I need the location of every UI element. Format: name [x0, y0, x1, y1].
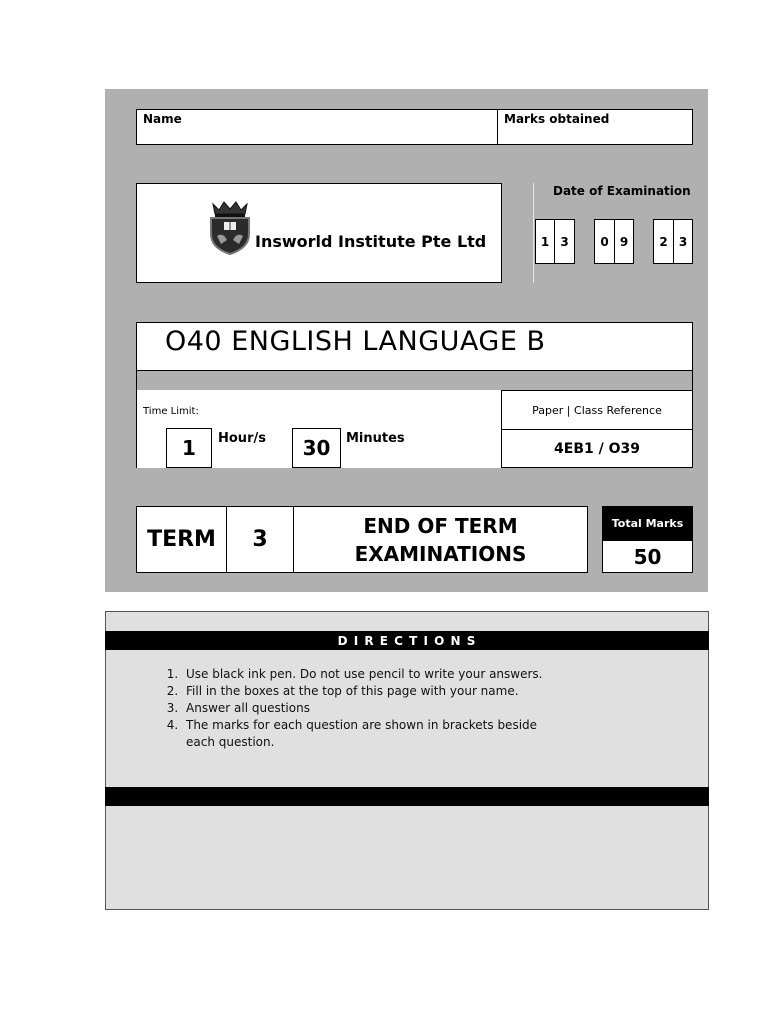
- directions-panel: [105, 611, 709, 910]
- total-marks-label: Total Marks: [611, 516, 684, 530]
- marks-obtained-field[interactable]: [497, 109, 693, 145]
- exam-title-box: [293, 506, 588, 573]
- date-divider: [533, 183, 534, 283]
- exam-title-line1: END OF TERM: [363, 513, 518, 538]
- directions-heading-bar: [105, 631, 709, 650]
- directions-list-container: [160, 666, 550, 751]
- date-digit[interactable]: 2: [653, 219, 674, 264]
- date-digit[interactable]: 3: [673, 219, 693, 264]
- paper-reference-label: Paper | Class Reference: [532, 403, 662, 417]
- total-marks-value-box: [602, 540, 693, 573]
- date-digit[interactable]: 1: [535, 219, 555, 264]
- institute-box: [136, 183, 502, 283]
- name-label: Name: [143, 112, 182, 126]
- hours-label: Hour/s: [218, 431, 266, 446]
- directions-heading: D I R E C T I O N S: [337, 633, 477, 648]
- total-marks-value: 50: [633, 544, 662, 569]
- paper-reference-value-box: [501, 429, 693, 468]
- time-limit-box: [136, 390, 502, 468]
- name-field[interactable]: [136, 109, 498, 145]
- subject-title: O40 ENGLISH LANGUAGE B: [165, 326, 546, 357]
- time-limit-label: Time Limit:: [143, 406, 199, 417]
- hours-value-box[interactable]: 1: [166, 428, 212, 468]
- minutes-value-box[interactable]: 30: [292, 428, 341, 468]
- term-number-box: [226, 506, 294, 573]
- paper-reference-value: 4EB1 / O39: [554, 440, 640, 457]
- institute-name: Insworld Institute Pte Ltd: [255, 232, 487, 251]
- directions-footer-bar: [105, 787, 709, 806]
- directions-list: [160, 666, 550, 751]
- date-digit[interactable]: 9: [614, 219, 634, 264]
- term-label-box: [136, 506, 227, 573]
- term-number: 3: [252, 527, 268, 552]
- subject-title-box: [136, 322, 693, 371]
- direction-item: 2. Fill in the boxes at the top of this page with your name.: [182, 683, 550, 700]
- paper-reference-label-box: [501, 390, 693, 430]
- crest-logo-icon: [205, 198, 255, 256]
- direction-item: 1. Use black ink pen. Do not use pencil to write your answers.: [182, 666, 550, 683]
- term-label: TERM: [147, 527, 216, 552]
- direction-item: 4. The marks for each question are shown in brackets beside each question.: [182, 717, 550, 751]
- marks-obtained-label: Marks obtained: [504, 112, 610, 126]
- date-digit[interactable]: 0: [594, 219, 615, 264]
- title-separator-band: [136, 371, 693, 391]
- total-marks-header: [602, 506, 693, 540]
- exam-title-line2: EXAMINATIONS: [354, 541, 527, 566]
- direction-item: 3. Answer all questions: [182, 700, 550, 717]
- date-of-examination-label: Date of Examination: [553, 184, 691, 198]
- minutes-label: Minutes: [346, 431, 405, 446]
- date-digit[interactable]: 3: [554, 219, 575, 264]
